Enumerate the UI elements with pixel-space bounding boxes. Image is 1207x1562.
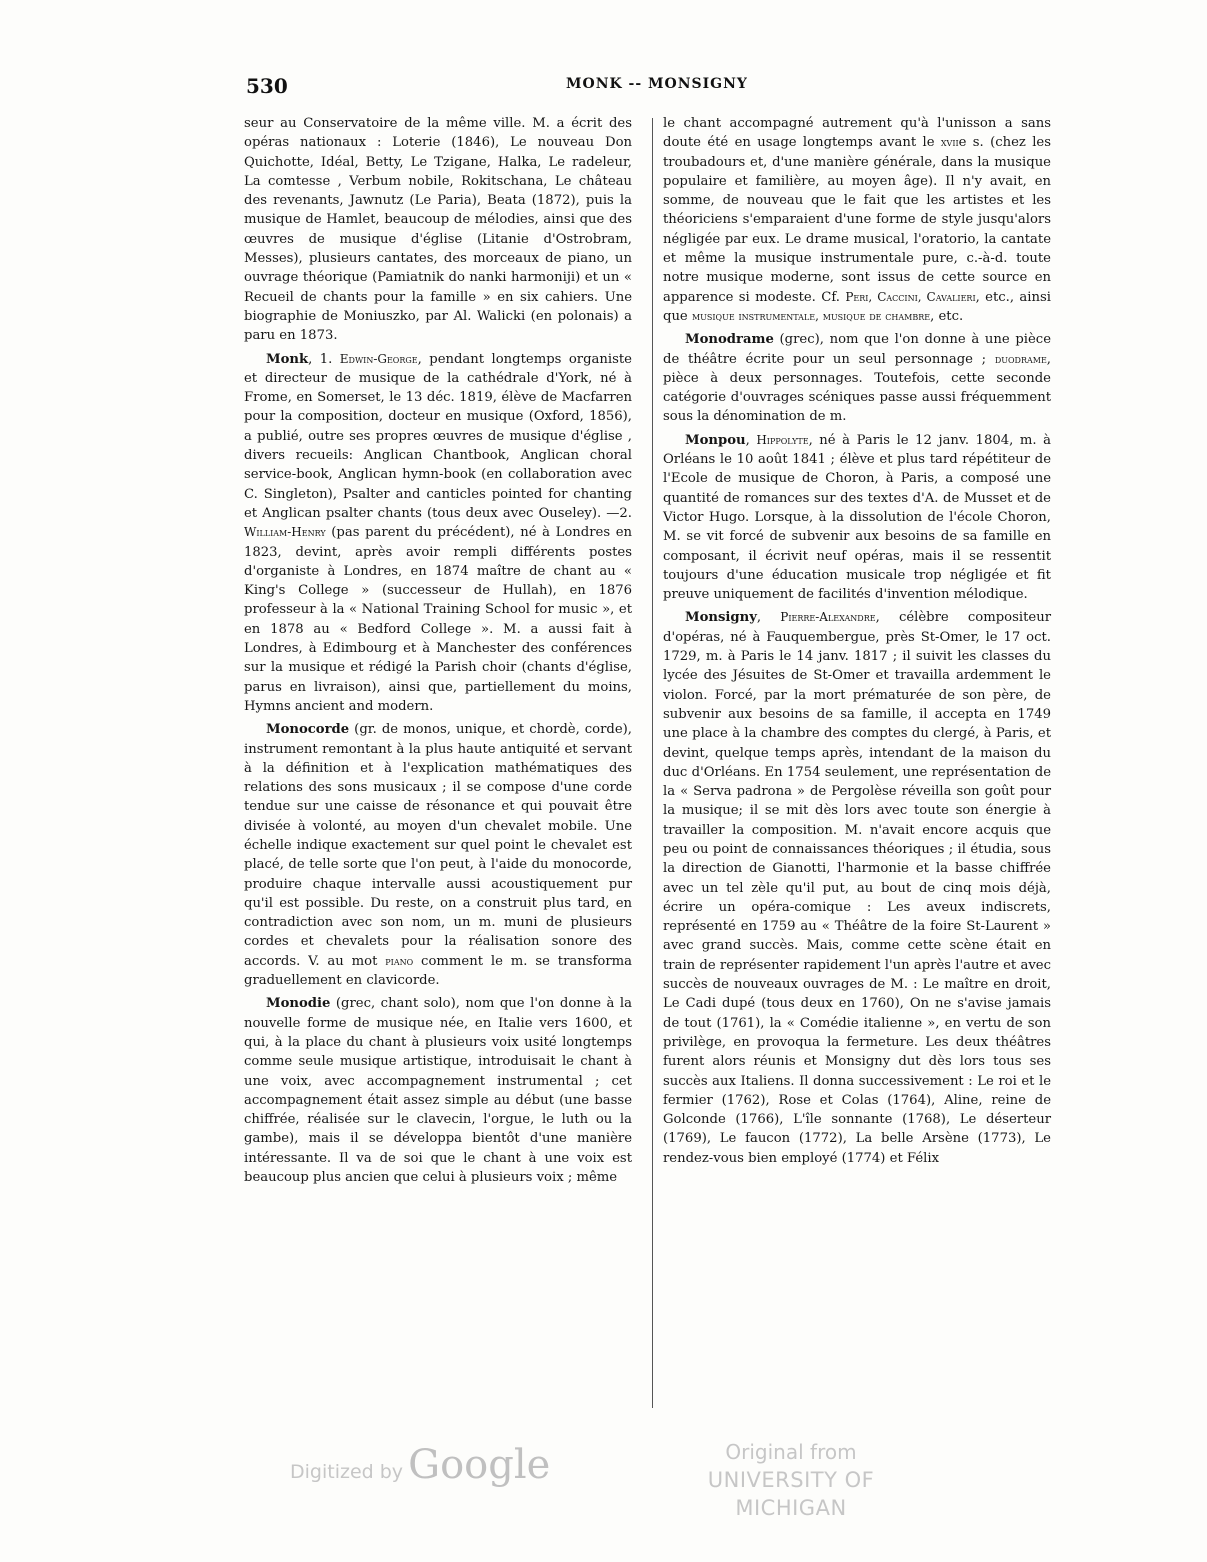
entry-monodie-continued xyxy=(663,114,1051,326)
university-text: UNIVERSITY OF MICHIGAN xyxy=(707,1468,875,1520)
entry-text: , etc. xyxy=(930,308,964,324)
entry-head-monodie: Monodie xyxy=(266,996,331,1012)
cross-reference: musique instrumentale, musique de chambre xyxy=(691,308,931,323)
cross-reference: Peri, Caccini, Cavalieri xyxy=(845,289,976,304)
person-name: Hippolyte xyxy=(756,432,809,447)
column-divider xyxy=(652,118,653,1408)
right-column xyxy=(663,114,1051,1168)
entry-text: , pendant longtemps organiste et directeur de musique de la cathédrale d'York, né à Frome, en Somerset, le 13 déc. 1819, élève de Macfarren pour la composition, docteur en musique (Oxford, 1856), a publié, outre ses propres œuvres de musique d'église , divers recueils: Anglican Chantbook, Anglican choral service-book, Anglican hymn-book (en collaboration avec C. Singleton), Psalter and canticles pointed for chanting et Anglican psalter chants (tous deux avec Ouseley). —2. xyxy=(244,351,632,521)
cross-reference: piano xyxy=(385,953,414,968)
entry-monsigny: Monsigny, Pierre-Alexandre, célèbre compositeur d'opéras, né à Fauquembergue, près St-Omer, le 17 oct. 1729, m. à Paris le 14 janv. 1817 ; il suivit les classes du lycée des Jésuites de St-Omer et travailla ardemment le violon. Forcé, par la mort prématurée de son père, de subvenir aux besoins de sa famille, il accepta en 1749 une place à la chambre des comptes du clergé, à Paris, et devint, quelque temps après, intendant de la maison du duc d'Orléans. En 1754 seulement, une représentation de la « Serva padrona » de Pergolèse réveilla son goût pour la musique; il se mit dès lors avec toute son énergie à travailler la composition. M. n'avait encore acquis que peu ou point de connaissances théoriques ; il étudia, sous la direction de Gianotti, l'harmonie et la basse chiffrée avec un tel zèle qu'il put, au bout de cinq mois déjà, écrire un opéra-comique : Les aveux indiscrets, représenté en 1759 au « Théâtre de la foire St-Laurent » avec grand succès. Mais, comme cette scène était en train de représenter rapidement l'un après l'autre et avec succès de nouveaux ouvrages de M. : Le maître en droit, Le Cadi dupé (tous deux en 1760), On ne s'avise jamais de tout (1761), la « Comédie italienne », en vertu de son privilège, en provoqua la fermeture. Les deux théâtres furent alors réunis et Monsigny dut dès lors tous ses succès aux Italiens. Il donna successivement : Le roi et le fermier (1762), Rose et Colas (1764), Aline, reine de Golconde (1766), L'île sonnante (1768), Le déserteur (1769), Le faucon (1772), La belle Arsène (1773), Le rendez-vous bien employé (1774) et Félix xyxy=(663,610,1051,1166)
page-header xyxy=(246,74,1022,102)
digitized-by-text: Digitized by xyxy=(290,1461,404,1483)
entry-text: , pièce à deux personnages. Toutefois, cette seconde catégorie d'ouvrages scéniques passe aussi fréquemment sous la dénomination de m. xyxy=(663,351,1051,425)
entry-head-monk: Monk xyxy=(266,351,309,367)
entry-text: , etc., ainsi que xyxy=(663,289,1051,324)
cross-reference: duodrame xyxy=(994,351,1047,366)
entry-text: le chant accompagné autrement qu'à l'unisson a sans doute été en usage longtemps avant le xyxy=(663,116,1051,151)
entry-monocorde xyxy=(244,720,632,990)
century-numeral: xvii xyxy=(940,135,959,150)
entry-text: (grec, chant solo), nom que l'on donne à la nouvelle forme de musique née, en Italie vers 1600, et qui, à la place du chant à plusieurs voix usité longtemps comme seule musique artistique, introduisait le chant à une voix, avec accompagnement instrumental ; cet accompagnement était assez simple au début (une basse chiffrée, réalisée sur le clavecin, l'orgue, le luth ou la gambe), mais il se développa bientôt d'une manière intéressante. Il va de soi que le chant à une voix est beaucoup plus ancien que celui à plusieurs voix ; même xyxy=(244,996,632,1186)
person-name: Pierre-Alexandre xyxy=(780,610,876,625)
entry-head-monocorde: Monocorde xyxy=(266,722,350,738)
entry-text: e s. (chez les troubadours et, d'une manière générale, dans la musique populaire et familière, au moyen âge). Il n'y avait, en somme, de nouveau que le fait que les artistes et les théoriciens s'emparaient d'une forme de style jusqu'alors négligée par eux. Le drame musical, l'oratorio, la cantate et même la musique instrumentale pure, c.-à-d. toute notre musique moderne, sont issus de cette source en apparence si modeste. Cf. xyxy=(663,135,1051,305)
entry-text: , célèbre compositeur d'opéras, né à Fauquembergue, près St-Omer, le 17 oct. 1729, m. à Paris le 14 janv. 1817 ; il suivit les classes du lycée des Jésuites de St-Omer et travailla ardemment le violon. Forcé, par la mort prématurée de son père, de subvenir aux besoins de sa famille, il accepta en 1749 une place à la chambre des comptes du clergé, à Paris, et devint, quelque temps après, intendant de la maison du duc d'Orléans. En 1754 seulement, une représentation de la « Serva padrona » de Pergolèse réveilla son goût pour la musique; il se mit dès lors avec toute son énergie à travailler la composition. M. n'avait encore acquis que peu ou point de connaissances théoriques ; il étudia, sous la direction de Gianotti, l'harmonie et la basse chiffrée avec un tel zèle qu'il put, au bout de cinq mois déjà, écrire un opéra-comique : Les aveux indiscrets, représenté en 1759 au « Théâtre de la foire St-Laurent » avec grand succès. Mais, comme cette scène était en train de représenter rapidement l'un après l'autre et avec succès de nouveaux ouvrages de M. : Le maître en droit, Le Cadi dupé (tous deux en 1760), On ne s'avise jamais de tout (1761), la « Comédie italienne », en vertu de son privilège, en provoqua la fermeture. Les deux théâtres furent alors réunis et Monsigny dut dès lors tous ses succès aux Italiens. Il donna successivement : Le roi et le fermier (1762), Rose et Colas (1764), Aline, reine de Golconde (1766), L'île sonnante (1768), Le déserteur (1769), Le faucon (1772), La belle Arsène (1773), Le rendez-vous bien employé (1774) et Félix xyxy=(663,610,1051,1166)
google-logo: Google xyxy=(408,1442,551,1488)
entry-monodrame xyxy=(663,330,1051,426)
original-from-text: Original from xyxy=(725,1440,857,1464)
person-name: William-Henry xyxy=(244,525,326,540)
entry-monodie xyxy=(244,994,632,1187)
entry-monk: Monk, 1. Edwin-George, pendant longtemps organiste et directeur de musique de la cathédrale d'York, né à Frome, en Somerset, le 13 déc. 1819, élève de Macfarren pour la composition, docteur en musique (Oxford, 1856), a publié, outre ses propres œuvres de musique d'église , divers recueils: Anglican Chantbook, Anglican choral service-book, Anglican hymn-book (en collaboration avec C. Singleton), Psalter and canticles pointed for chanting et Anglican psalter chants (tous deux avec Ouseley). —2. William-Henry (pas parent du précédent), né à Londres en 1823, devint, après avoir rempli différents postes d'organiste à Londres, en 1874 maître de chant au « King's College » (successeur de Hullah), en 1876 professeur à la « National Training School for music », et en 1878 au « Bedford College ». M. a aussi fait à Londres, à Edimbourg et à Manchester des conférences sur la musique et rédigé la Parish choir (chants d'église, parus en livraison), ainsi que, partiellement du moins, Hymns ancient and modern. xyxy=(244,351,632,714)
entry-head-monsigny: Monsigny xyxy=(685,610,757,626)
left-column xyxy=(244,114,632,1187)
entry-text: comment le m. se transforma graduellement en clavicorde. xyxy=(244,953,633,989)
entry-moniuszko-continued: seur au Conservatoire de la même ville. M. a écrit des opéras nationaux : Loterie (1846), Le nouveau Don Quichotte, Idéal, Betty, Le Tzigane, Halka, Le radeleur, La comtesse , Verbum nobile, Rokitschana, Le château des revenants, Jawnutz (Le Paria), Beata (1872), puis la musique de Hamlet, beaucoup de mélodies, ainsi que des œuvres de musique d'église (Litanie d'Ostrobram, Messes), plusieurs cantates, des morceaux de piano, un ouvrage théorique (Pamiatnik do nanki harmoniji) et un « Recueil de chants pour la famille » en six cahiers. Une biographie de Moniuszko, par Al. Walicki (en polonais) a paru en 1873. xyxy=(244,116,632,344)
page-number: 530 xyxy=(246,74,288,98)
entry-monpou: Monpou, Hippolyte, né à Paris le 12 janv. 1804, m. à Orléans le 10 août 1841 ; élève et plus tard répétiteur de l'Ecole de musique de Choron, à Paris, a composé une quantité de romances sur des textes d'A. de Musset et de Victor Hugo. Lorsque, à la dissolution de l'école Choron, M. se vit forcé de subvenir aux besoins de sa famille en composant, il écrivit neuf opéras, mais il se ressentit toujours d'une éducation musicale trop négligée et fit preuve uniquement de facilités d'invention mélodique. xyxy=(663,432,1051,603)
entry-head-monpou: Monpou xyxy=(685,432,746,448)
entry-text: (gr. de monos, unique, et chordè, corde), instrument remontant à la plus haute antiquité et servant à la définition et à l'explication mathématiques des relations des sons musicaux ; il se compose d'une corde tendue sur une caisse de résonance et qui pouvait être divisée à volonté, au moyen d'un chevalet mobile. Une échelle indique exactement sur quel point le chevalet est placé, de telle sorte que l'on peut, à l'aide du monocorde, produire chaque intervalle aussi acoustiquement pur qu'il est possible. Du reste, on a construit plus tard, en contradiction avec son nom, un m. muni de plusieurs cordes et chevalets pour la réalisation sonore des accords. V. au mot xyxy=(244,722,632,969)
person-name: Edwin-George xyxy=(339,351,418,366)
entry-text: , né à Paris le 12 janv. 1804, m. à Orléans le 10 août 1841 ; élève et plus tard répétiteur de l'Ecole de musique de Choron, à Paris, a composé une quantité de romances sur des textes d'A. de Musset et de Victor Hugo. Lorsque, à la dissolution de l'école Choron, M. se vit forcé de subvenir aux besoins de sa famille en composant, il écrivit neuf opéras, mais il se ressentit toujours d'une éducation musicale trop négligée et fit preuve uniquement de facilités d'invention mélodique. xyxy=(663,432,1051,603)
entry-head-monodrame: Monodrame xyxy=(685,332,774,348)
entry-text: (pas parent du précédent), né à Londres en 1823, devint, après avoir rempli différents postes d'organiste à Londres, en 1874 maître de chant au « King's College » (successeur de Hullah), en 1876 professeur à la « National Training School for music », et en 1878 au « Bedford College ». M. a aussi fait à Londres, à Edimbourg et à Manchester des conférences sur la musique et rédigé la Parish choir (chants d'église, parus en livraison), ainsi que, partiellement du moins, Hymns ancient and modern. xyxy=(244,525,632,714)
google-watermark xyxy=(290,1442,550,1488)
entry-text: (grec), nom que l'on donne à une pièce de théâtre écrite pour un seul personnage ; xyxy=(663,332,1051,367)
library-watermark xyxy=(667,1438,915,1522)
running-title: MONK -- MONSIGNY xyxy=(566,76,748,92)
